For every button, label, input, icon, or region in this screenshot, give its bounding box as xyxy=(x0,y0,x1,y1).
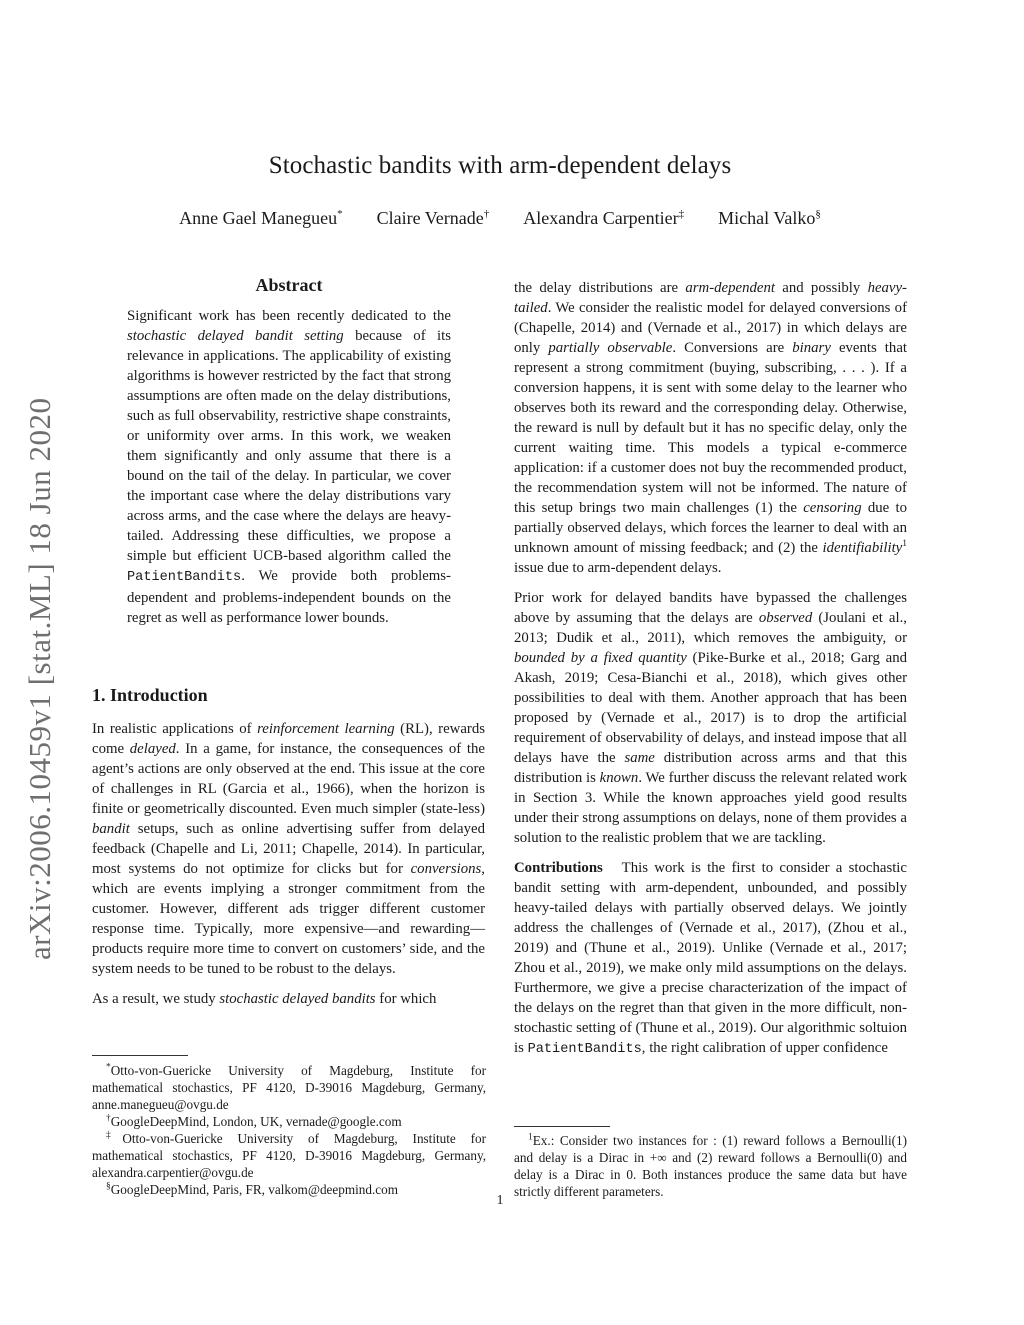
footnote: ‡Otto-von-Guericke University of Magdeburg, Institute for mathematical stochastics, PF 4120, D-39016 Magdeburg, Germany, alexandra.carpentier@ovgu.de xyxy=(92,1130,486,1180)
paragraph: the delay distributions are arm-dependent and possibly heavy-tailed. We consider the realistic model for delayed conversions of (Chapelle, 2014) and (Vernade et al., 2017) in which delays are only partially observable. Conversions are binary events that represent a strong commitment (buying, subscribing, . . . ). If a conversion happens, it is sent with some delay to the learner who observes both its reward and the corresponding delay. Otherwise, the reward is null by default but it has no specific delay, only the current waiting time. This models a typical e-commerce application: if a customer does not buy the recommended product, the recommendation system will not be informed. The nature of this setup brings two main challenges (1) the censoring due to partially observed delays, which forces the learner to deal with an unknown amount of missing feedback; and (2) the identifiability$^1$ issue due to arm-dependent delays. xyxy=(514,280,907,576)
section-heading-introduction: 1. Introduction xyxy=(92,685,208,705)
page-number: 1 xyxy=(496,1193,504,1208)
author: Anne Gael Manegueu* xyxy=(179,208,343,228)
footnotes-left xyxy=(92,1062,486,1198)
footnote-right xyxy=(514,1132,907,1200)
footnote: §GoogleDeepMind, Paris, FR, valkom@deepmind.com xyxy=(106,1181,398,1197)
paragraph: In realistic applications of reinforcement learning (RL), rewards come delayed. In a game, for instance, the consequences of the agent’s actions are only observed at the end. This issue at the core of challenges in RL (Garcia et al., 1966), when the horizon is finite or geometrically discounted. Even much simpler (state-less) bandit setups, such as online advertising suffer from delayed feedback (Chapelle and Li, 2011; Chapelle, 2014). In particular, most systems do not optimize for clicks but for conversions, which are events implying a stronger commitment from the customer. However, different ads trigger different customer response time. Typically, more expensive—and rewarding—products require more time to convert on customers’ side, and the system needs to be tuned to be robust to the delays. xyxy=(92,721,485,977)
footnote: †GoogleDeepMind, London, UK, vernade@google.com xyxy=(106,1113,402,1129)
paragraph: Prior work for delayed bandits have bypassed the challenges above by assuming that the delays are observed (Joulani et al., 2013; Dudik et al., 2011), which removes the ambiguity, or bounded by a fixed quantity (Pike-Burke et al., 2018; Garg and Akash, 2019; Cesa-Bianchi et al., 2018), which gives other possibilities to deal with them. Another approach that has been proposed by (Vernade et al., 2017) is to drop the artificial requirement of observability of delays, and instead impose that all delays have the same distribution across arms and that this distribution is known. We further discuss the relevant related work in Section 3. While the known approaches yield good results under their strong assumptions on delays, none of them provides a solution to the realistic problem that we are tackling. xyxy=(514,590,908,846)
author: Claire Vernade† xyxy=(376,208,490,228)
footnote-rule xyxy=(92,1055,188,1056)
left-column xyxy=(92,719,485,1009)
paragraph: As a result, we study stochastic delayed bandits for which xyxy=(92,991,437,1007)
footnote-rule xyxy=(514,1126,610,1127)
author-list xyxy=(0,208,1000,229)
footnote-ref[interactable]: 1 xyxy=(902,539,907,550)
arxiv-stamp: arXiv:2006.10459v1 [stat.ML] 18 Jun 2020 xyxy=(22,397,57,960)
right-column xyxy=(514,278,907,1060)
footnote: $^1$Ex.: Consider two instances for : (1) reward follows a Bernoulli(1) and delay is a Dirac in +∞ and (2) reward follows a Bernoulli(0) and delay is a Dirac in 0. Both instances produce the same data but have strictly different parameters. xyxy=(514,1132,907,1199)
abstract-heading: Abstract xyxy=(255,275,323,295)
author: Michal Valko§ xyxy=(718,208,821,228)
footnote: *Otto-von-Guericke University of Magdeburg, Institute for mathematical stochastics, PF 4120, D-39016 Magdeburg, Germany, anne.manegueu@ovgu.de xyxy=(92,1062,486,1112)
paragraph: Contributions This work is the first to consider a stochastic bandit setting with arm-dependent, unbounded, and possibly heavy-tailed delays with partially observed delays. We jointly address the challenges of (Vernade et al., 2017), (Zhou et al., 2019) and (Thune et al., 2019). Unlike (Vernade et al., 2017; Zhou et al., 2019), we make only mild assumptions on the delays. Furthermore, we give a precise characterization of the impact of the delays on the regret than that given in the more difficult, non-stochastic setting of (Thune et al., 2019). Our algorithmic soltuion is PatientBandits, the right calibration of upper confidence xyxy=(514,860,907,1057)
abstract-body: Significant work has been recently dedicated to the stochastic delayed bandit setting because of its relevance in applications. The applicability of existing algorithms is however restricted by the fact that strong assumptions are often made on the delay distributions, such as full observability, restrictive shape constraints, or uniformity over arms. In this work, we weaken them significantly and only assume that there is a bound on the tail of the delay. In particular, we cover the important case where the delay distributions vary across arms, and the case where the delays are heavy-tailed. Addressing these difficulties, we propose a simple but efficient UCB-based algorithm called the PatientBandits. We provide both problems-dependent and problems-independent bounds on the regret as well as performance lower bounds. xyxy=(127,308,452,626)
paragraph-heading: Contributions xyxy=(514,860,603,876)
paper-title: Stochastic bandits with arm-dependent delays xyxy=(268,152,732,179)
author: Alexandra Carpentier‡ xyxy=(523,208,685,228)
